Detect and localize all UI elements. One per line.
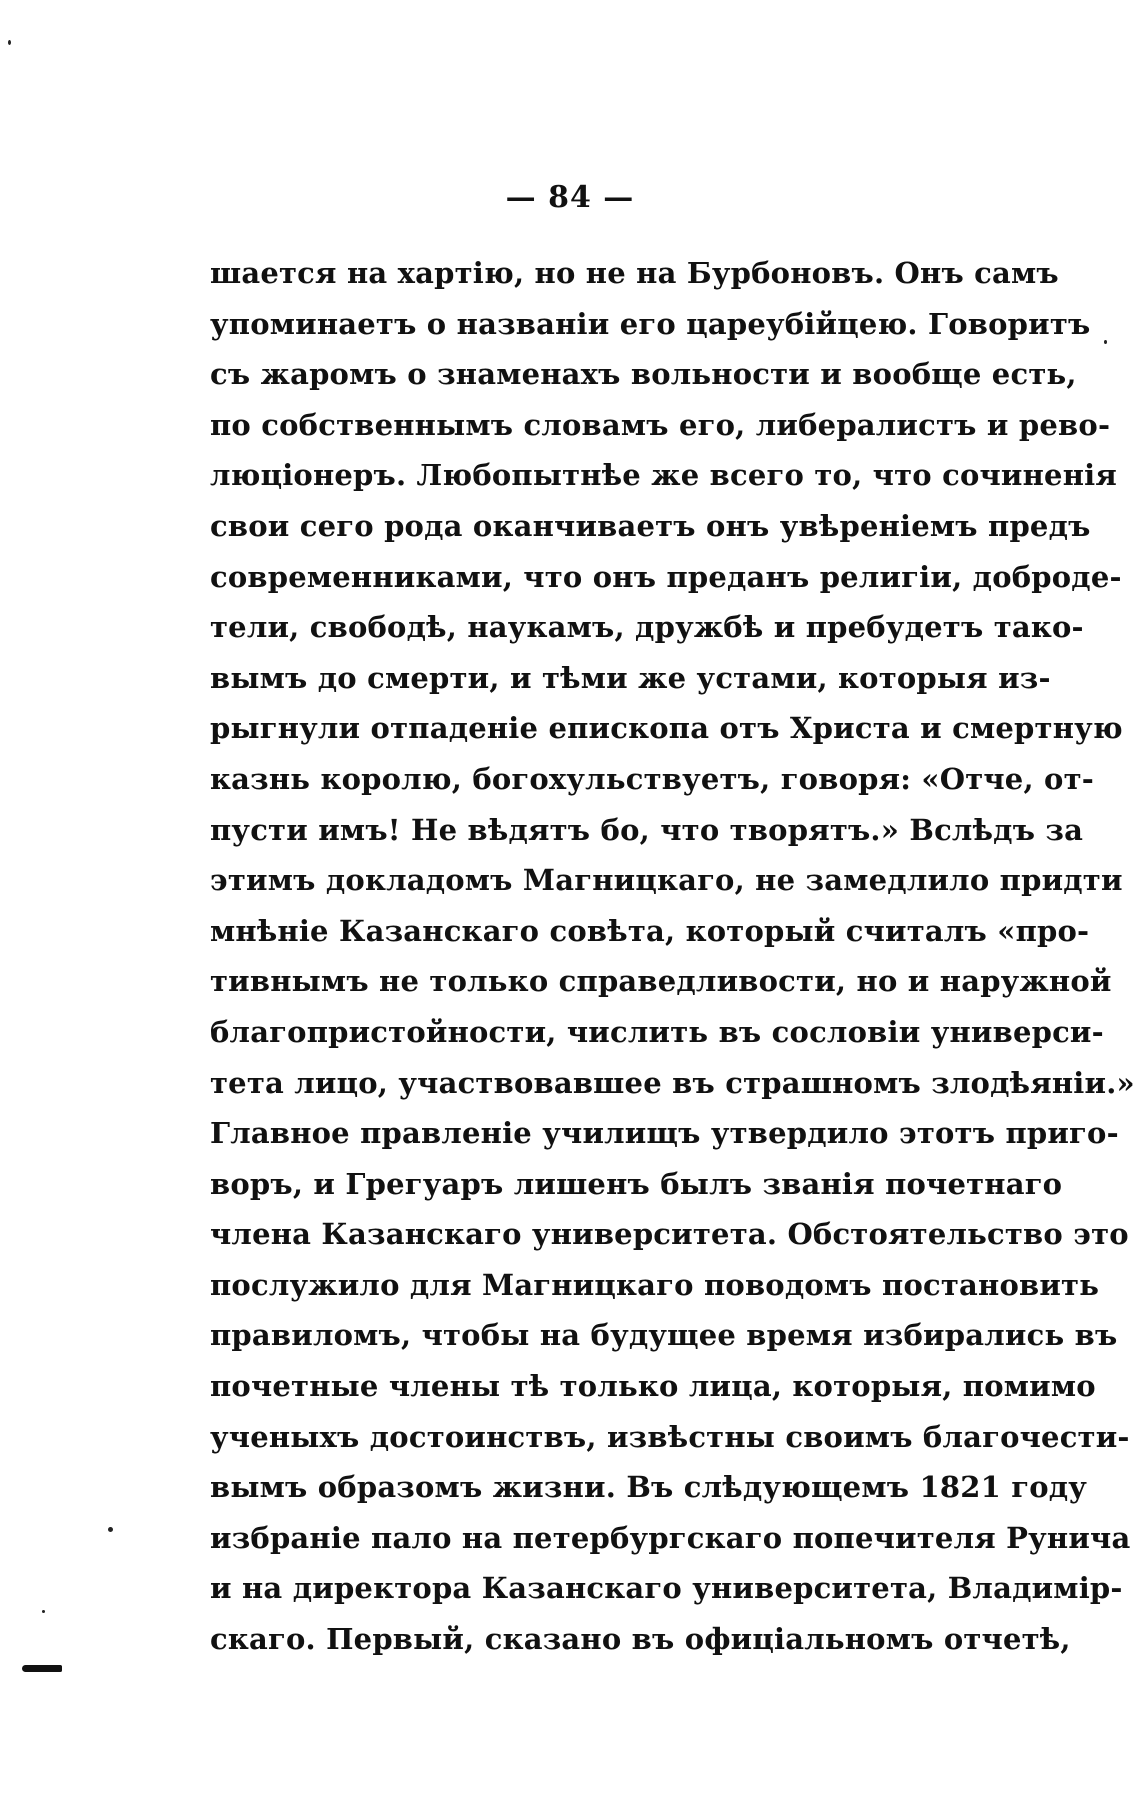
text-line: свои сего рода оканчиваетъ онъ увѣреніемъ предъ (210, 508, 1091, 543)
text-line: упоминаетъ о названіи его цареубійцею. Говоритъ (210, 306, 1091, 341)
text-line: избраніе пало на петербургскаго попечителя Рунича (210, 1520, 1131, 1555)
text-line: послужило для Магницкаго поводомъ постановить (210, 1267, 1100, 1302)
text-line: казнь королю, богохульствуетъ, говоря: «Отче, от- (210, 761, 1094, 796)
text-line: этимъ докладомъ Магницкаго, не замедлило придти (210, 863, 1123, 898)
text-line: по собственнымъ словамъ его, либералистъ и рево- (210, 407, 1111, 442)
text-line: мнѣніе Казанскаго совѣта, который считалъ «про- (210, 913, 1090, 948)
scan-speck (8, 40, 11, 45)
text-line: Главное правленіе училищъ утвердило этотъ приго- (210, 1116, 1119, 1151)
scan-speck (42, 1610, 45, 1613)
body-text (210, 248, 1135, 1665)
page-number: — 84 — (505, 180, 635, 215)
text-line: тета лицо, участвовавшее въ страшномъ злодѣяніи.» (210, 1065, 1135, 1100)
text-line: современниками, что онъ преданъ религіи, доброде- (210, 559, 1122, 594)
text-line: люціонеръ. Любопытнѣе же всего то, что сочиненія (210, 458, 1117, 493)
text-line: благопристойности, числить въ сословіи универси- (210, 1014, 1104, 1049)
text-line: почетные члены тѣ только лица, которыя, помимо (210, 1369, 1096, 1404)
scan-speck (108, 1527, 113, 1532)
text-line: шается на хартію, но не на Бурбоновъ. Онъ самъ (210, 256, 1059, 290)
text-line: рыгнули отпаденіе епископа отъ Христа и смертную (210, 711, 1123, 746)
text-line: пусти имъ! Не вѣдятъ бо, что творятъ.» Вслѣдъ за (210, 812, 1084, 847)
text-line: тивнымъ не только справедливости, но и наружной (210, 964, 1112, 999)
text-line: ученыхъ достоинствъ, извѣстны своимъ благочести- (210, 1419, 1130, 1454)
text-line: тели, свободѣ, наукамъ, дружбѣ и пребудетъ тако- (210, 610, 1084, 645)
text-line: вымъ образомъ жизни. Въ слѣдующемъ 1821 году (210, 1470, 1088, 1505)
text-line: воръ, и Грегуаръ лишенъ былъ званія почетнаго (210, 1166, 1063, 1201)
text-line: и на директора Казанскаго университета, Владимір- (210, 1571, 1123, 1606)
text-line: скаго. Первый, сказано въ офиціальномъ отчетѣ, (210, 1622, 1071, 1657)
scan-mark (22, 1665, 62, 1672)
text-line: члена Казанскаго университета. Обстоятельство это (210, 1217, 1129, 1252)
text-line: съ жаромъ о знаменахъ вольности и вообще есть, (210, 357, 1077, 392)
text-line: правиломъ, чтобы на будущее время избирались въ (210, 1318, 1118, 1353)
scan-speck (1104, 340, 1107, 344)
text-line: вымъ до смерти, и тѣми же устами, которыя из- (210, 660, 1051, 695)
